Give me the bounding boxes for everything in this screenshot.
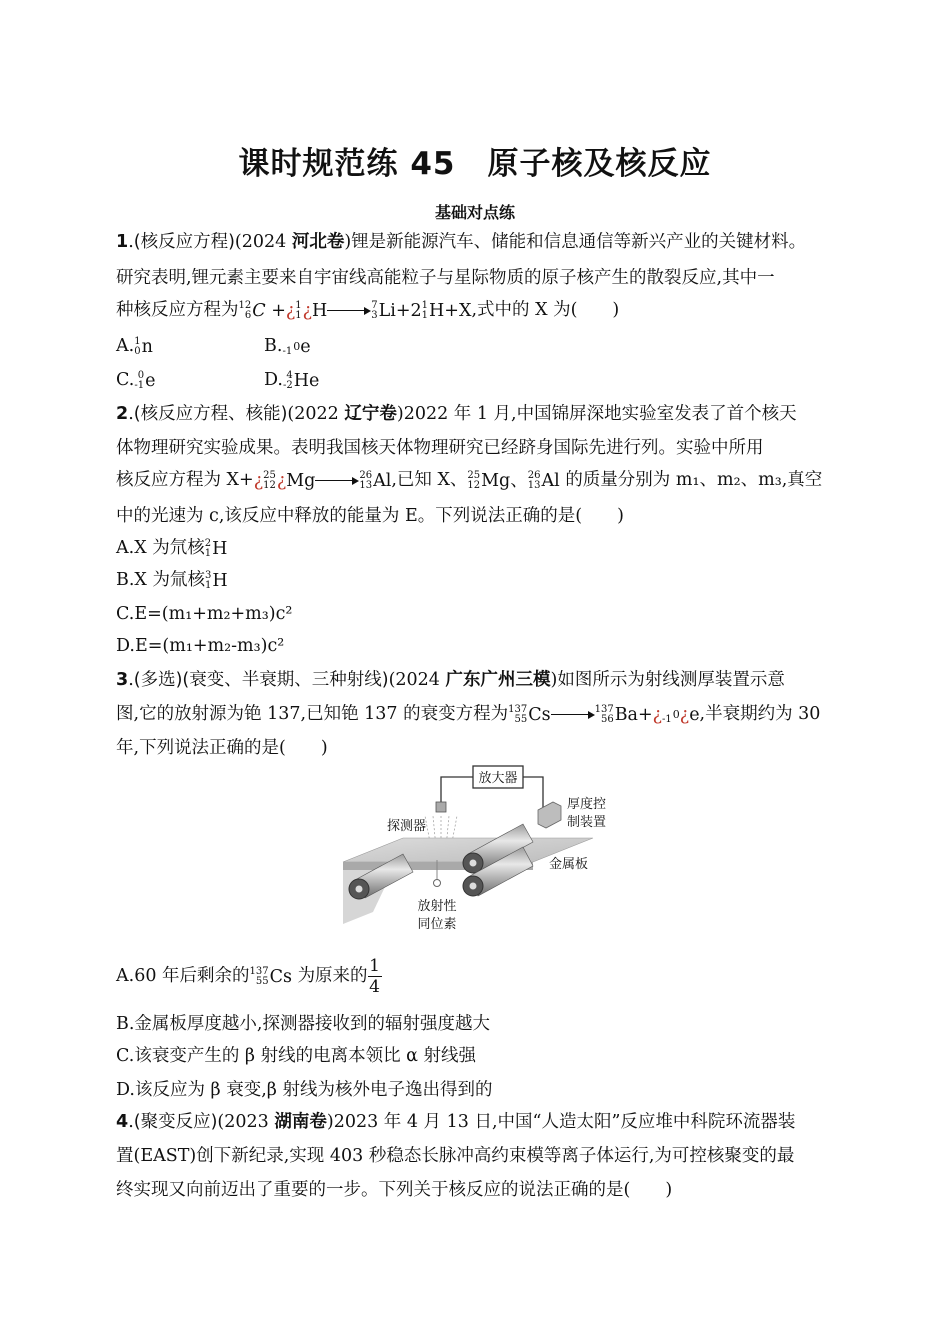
q1-equation: 12 6 C + ¿ 1 1 ¿ H 7 3 Li+2 1 1 H+X xyxy=(238,299,472,321)
q4-source-year: (2023 xyxy=(217,1112,275,1132)
q2-line2: 体物理研究实验成果。表明我国核天体物理研究已经跻身国际先进行列。实验中所用 xyxy=(116,438,764,458)
q3-number: 3 xyxy=(116,670,129,690)
q2-number: 2 xyxy=(116,404,129,424)
q3-tag: (多选)(衰变、半衰期、三种射线) xyxy=(133,670,389,690)
q3-stem-1: 如图所示为射线测厚装置示意 xyxy=(557,670,785,690)
thickness-control-device xyxy=(538,802,561,828)
q1-line3 xyxy=(116,298,619,323)
q3-stem-2: 图,它的放射源为铯 137,已知铯 137 的衰变方程为 xyxy=(116,704,509,724)
q2-source: 辽宁卷 xyxy=(344,404,397,424)
detector-device xyxy=(436,802,446,812)
amplifier-label: 放大器 xyxy=(478,771,518,786)
q3-source: 广东广州三模 xyxy=(445,670,551,690)
q4-line3: 终实现又向前迈出了重要的一步。下列关于核反应的说法正确的是( ) xyxy=(116,1180,673,1200)
reaction-arrow-icon xyxy=(551,710,595,720)
q3-stem-2-end: ,半衰期约为 30 xyxy=(699,704,821,724)
q3-equation: 137 55 Cs 137 56 Ba+ ¿ -1 0 ¿ e xyxy=(508,703,700,725)
q2-stem-3-mid: ,已知 X、 xyxy=(391,470,468,490)
q2-equation: ¿ 25 12 ¿ Mg 26 13 Al xyxy=(253,469,392,491)
q1-number: 1 xyxy=(116,232,129,252)
q2-option-d: D.E=(m₁+m₂-m₃)c² xyxy=(116,636,285,656)
q1-option-c: C. 0 -1 e xyxy=(116,369,156,391)
q1-source-close: ) xyxy=(344,232,352,252)
q3-source-year: (2024 xyxy=(388,670,446,690)
q1-stem-3-end: ,式中的 X 为( ) xyxy=(471,300,620,320)
q3-line3: 年,下列说法正确的是( ) xyxy=(116,738,328,758)
thickness-control-label-1: 厚度控 xyxy=(567,797,607,812)
q4-line2: 置(EAST)创下新纪录,实现 403 秒稳态长脉冲高约束模等离子体运行,为可控核聚变的最 xyxy=(116,1146,795,1166)
q1-option-d: D. 4 -2 He xyxy=(264,369,320,391)
metal-plate-label: 金属板 xyxy=(549,857,589,872)
q1-stem-1: 锂是新能源汽车、储能和信息通信等新兴产业的关键材料。 xyxy=(351,232,807,252)
q2-option-a: A.X 为氘核 2 1 H xyxy=(116,537,228,559)
detector-label: 探测器 xyxy=(387,819,427,834)
q4-line1: 4.(聚变反应)(2023 湖南卷)2023 年 4 月 13 日,中国“人造太阳”反应堆中科院环流器装 xyxy=(116,1112,796,1132)
q4-source-close: ) xyxy=(326,1112,334,1132)
q1-line1: 1.(核反应方程)(2024 河北卷)锂是新能源汽车、储能和信息通信等新兴产业的关键材料。 xyxy=(116,232,807,252)
q2-source-year: (2022 xyxy=(287,404,345,424)
q1-source: 河北卷 xyxy=(291,232,345,252)
source-label-2: 同位素 xyxy=(417,917,457,932)
fraction-one-quarter: $\frac{1}{4}$ xyxy=(369,956,380,997)
thickness-gauge-figure xyxy=(333,762,633,934)
q2-option-b: B.X 为氚核 3 1 H xyxy=(116,569,228,591)
q3-option-b: B.金属板厚度越小,探测器接收到的辐射强度越大 xyxy=(116,1014,490,1034)
q3-option-d: D.该反应为 β 衰变,β 射线为核外电子逸出得到的 xyxy=(116,1080,493,1100)
q1-option-b: B. -1 0 e xyxy=(264,336,311,357)
q2-stem-3: 核反应方程为 X+ xyxy=(116,470,254,490)
q2-option-c: C.E=(m₁+m₂+m₃)c² xyxy=(116,604,293,624)
page-title: 课时规范练 45 原子核及核反应 xyxy=(238,146,712,182)
q3-line1: 3.(多选)(衰变、半衰期、三种射线)(2024 广东广州三模)如图所示为射线测厚装置示意 xyxy=(116,670,785,690)
q2-line4: 中的光速为 c,该反应中释放的能量为 E。下列说法正确的是( ) xyxy=(116,506,624,526)
source-label-1: 放射性 xyxy=(417,899,457,914)
reaction-arrow-icon xyxy=(315,476,359,486)
q3-option-a: A.60 年后剩余的 137 55 Cs 为原来的 $\frac{1}{4}$ xyxy=(116,956,380,997)
thickness-control-label-2: 制装置 xyxy=(567,815,607,830)
q3-source-close: ) xyxy=(550,670,558,690)
q1-line2: 研究表明,锂元素主要来自宇宙线高能粒子与星际物质的原子核产生的散裂反应,其中一 xyxy=(116,268,775,288)
q4-number: 4 xyxy=(116,1112,129,1132)
q4-source: 湖南卷 xyxy=(274,1112,327,1132)
q2-source-close: ) xyxy=(396,404,404,424)
q2-line3: 核反应方程为 X+ ¿ 25 12 ¿ Mg 26 13 Al,已知 X、 25 12 Mg、 26 13 Al 的质量分别为 m₁、m₂、m₃,真空 xyxy=(116,469,823,491)
section-subtitle: 基础对点练 xyxy=(434,203,515,222)
q4-tag: (聚变反应) xyxy=(133,1112,218,1132)
q2-stem-1: 2022 年 1 月,中国锦屏深地实验室发表了首个核天 xyxy=(403,404,797,424)
q2-tag: (核反应方程、核能) xyxy=(133,404,288,424)
q2-line1: 2.(核反应方程、核能)(2022 辽宁卷)2022 年 1 月,中国锦屏深地实验室发表了首个核天 xyxy=(116,404,797,424)
q1-stem-3: 种核反应方程为 xyxy=(116,300,239,320)
q4-stem-1: 2023 年 4 月 13 日,中国“人造太阳”反应堆中科院环流器装 xyxy=(333,1112,796,1132)
reaction-arrow-icon xyxy=(327,306,371,316)
radioactive-source xyxy=(434,880,441,887)
q2-stem-3-end: 的质量分别为 m₁、m₂、m₃,真空 xyxy=(565,470,823,490)
q1-option-a: A. 1 0 n xyxy=(116,335,153,357)
q3-option-c: C.该衰变产生的 β 射线的电离本领比 α 射线强 xyxy=(116,1046,477,1066)
q3-line2 xyxy=(116,702,820,727)
q1-source-year: (2024 xyxy=(234,232,292,252)
q1-tag: (核反应方程) xyxy=(133,232,235,252)
